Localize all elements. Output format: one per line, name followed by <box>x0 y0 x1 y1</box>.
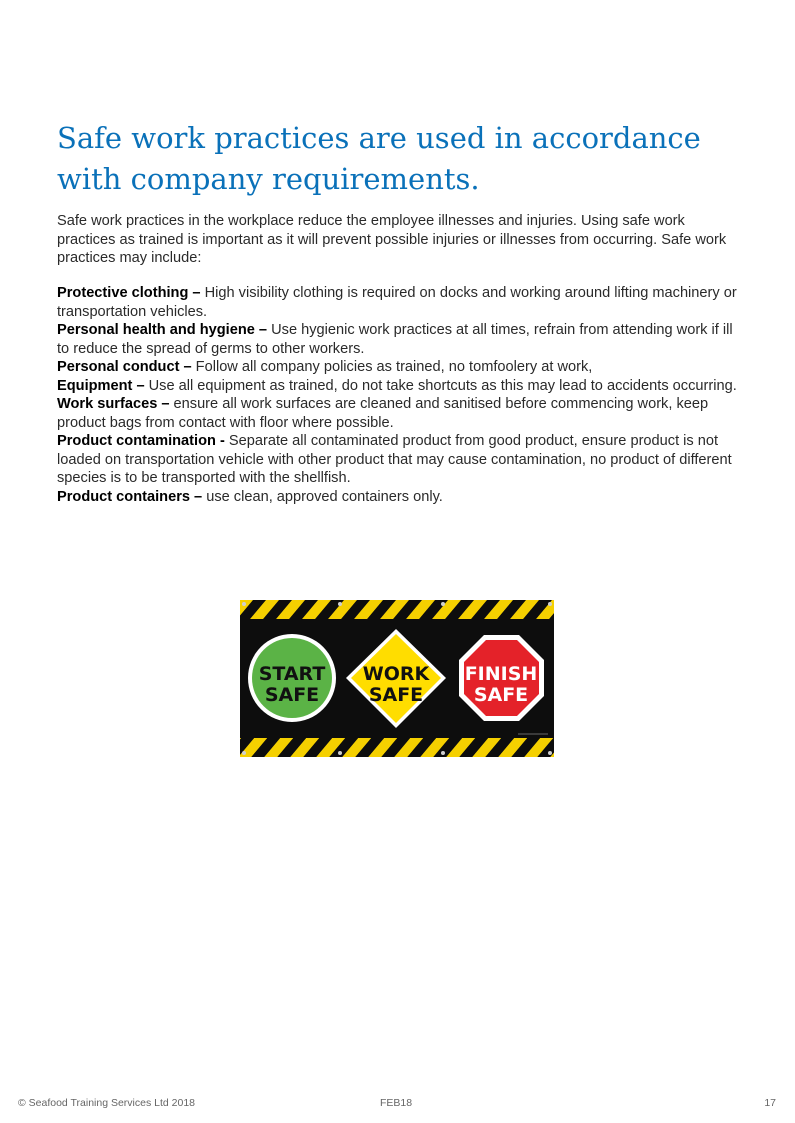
item-term: Personal conduct – <box>57 359 192 375</box>
safety-banner <box>240 600 554 757</box>
work-label: WORK <box>362 663 430 685</box>
item-text: Follow all company policies as trained, no tomfoolery at work, <box>191 359 593 375</box>
page-title: Safe work practices are used in accordance with company requirements. <box>57 121 701 196</box>
page-number: 17 <box>764 1097 776 1109</box>
item-text: use clean, approved containers only. <box>202 488 443 505</box>
list-item <box>57 321 747 358</box>
footer-code: FEB18 <box>380 1097 413 1109</box>
footer-copyright: © Seafood Training Services Ltd 2018 <box>18 1097 196 1109</box>
list-item <box>57 377 747 396</box>
list-item <box>57 358 747 377</box>
start-label: START <box>258 663 326 685</box>
finish-label: FINISH <box>464 663 538 685</box>
start-safe-label: SAFE <box>264 684 320 706</box>
hazard-stripe-top <box>240 600 554 619</box>
practices-list <box>57 284 747 506</box>
item-term: Work surfaces – <box>57 396 170 412</box>
item-term: Product containers – <box>57 488 203 505</box>
list-item <box>57 432 747 488</box>
item-text: Use hygienic work practices at all times, refrain from attending work if ill to reduce the spread of germs to other workers. <box>57 322 733 357</box>
item-term: Personal health and hygiene – <box>57 322 268 338</box>
list-item <box>57 284 747 321</box>
item-text: High visibility clothing is required on docks and working around lifting machinery or transportation vehicles. <box>57 285 737 320</box>
item-term: Protective clothing – <box>57 285 201 301</box>
list-item <box>57 488 747 507</box>
item-term: Product contamination - <box>57 433 225 449</box>
item-text: ensure all work surfaces are cleaned and sanitised before commencing work, keep product bags from contact with floor where possible. <box>57 396 709 431</box>
intro-paragraph: Safe work practices in the workplace reduce the employee illnesses and injuries. Using safe work practices as trained is important as it will prevent possible injuries or illnesses from occurring. Safe work practices may include: <box>57 213 727 266</box>
finish-safe-sign <box>459 635 544 721</box>
hazard-stripe-bottom <box>240 738 554 757</box>
item-text: Use all equipment as trained, do not take shortcuts as this may lead to accidents occurring. <box>144 377 737 394</box>
start-safe-sign <box>248 634 336 722</box>
finish-safe-label: SAFE <box>473 684 529 706</box>
banner-fine-print <box>518 733 548 735</box>
list-item <box>57 395 747 432</box>
item-text: Separate all contaminated product from good product, ensure product is not loaded on transportation vehicle with other product that may cause contamination, no product of different species is to be transported with the shellfish. <box>57 433 732 486</box>
item-term: Equipment – <box>57 377 145 394</box>
work-safe-label: SAFE <box>368 684 424 706</box>
